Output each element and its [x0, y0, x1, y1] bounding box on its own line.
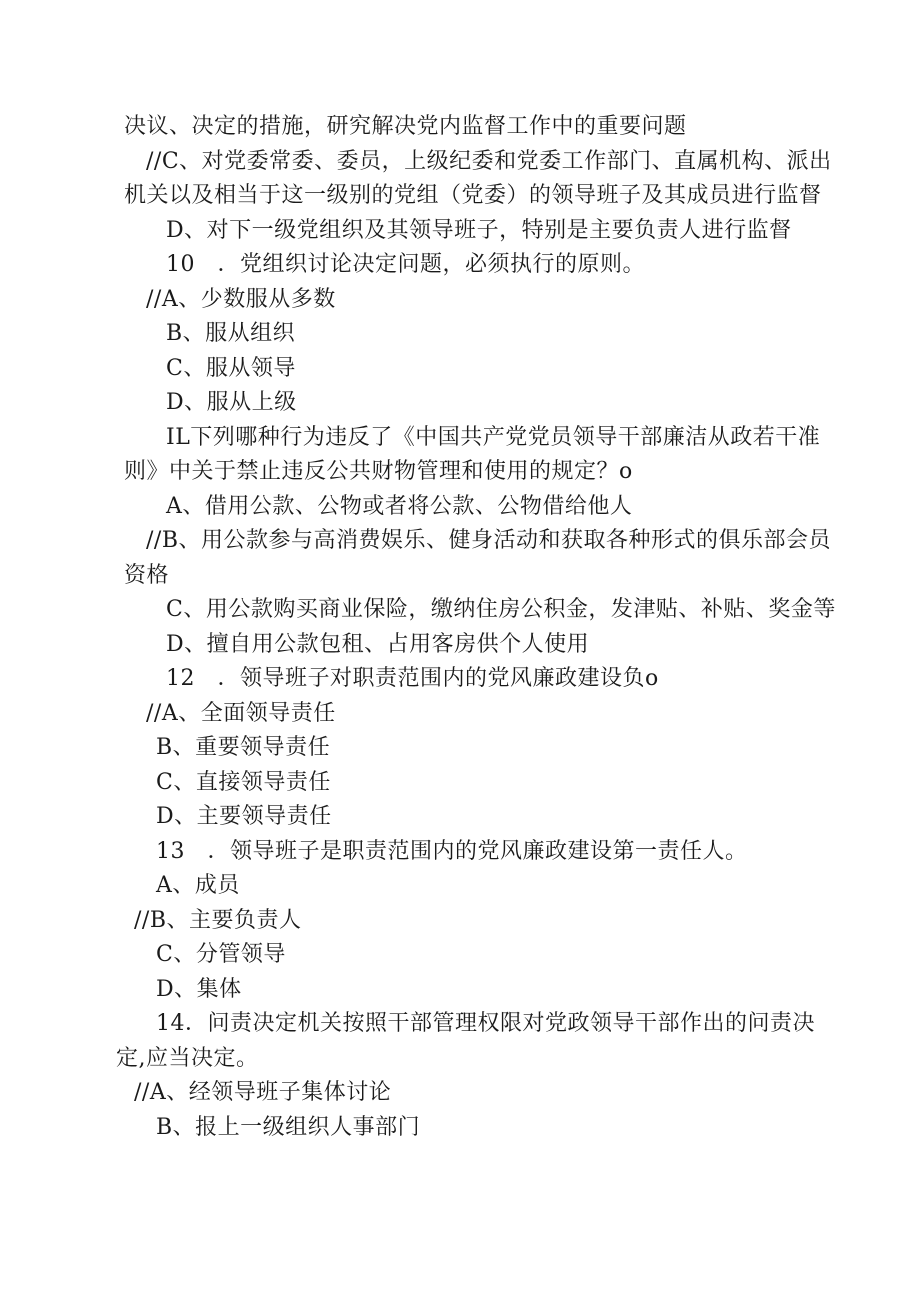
- option-line: D、对下一级党组织及其领导班子，特别是主要负责人进行监督: [166, 218, 792, 243]
- option-line: B、服从组织: [166, 321, 296, 346]
- option-line: C、直接领导责任: [156, 770, 331, 795]
- question-line: 10 ．党组织讨论决定问题，必须执行的原则。: [166, 252, 645, 277]
- question-line: 14．问责决定机关按照干部管理权限对党政领导干部作出的问责决: [156, 1011, 815, 1036]
- text-line: 决议、决定的措施，研究解决党内监督工作中的重要问题: [124, 114, 687, 139]
- option-line: C、用公款购买商业保险，缴纳住房公积金，发津贴、补贴、奖金等: [166, 597, 836, 622]
- option-line: D、擅自用公款包租、占用客房供个人使用: [166, 632, 590, 657]
- option-line: D、服从上级: [166, 390, 297, 415]
- text-line: 定,应当决定。: [116, 1046, 259, 1071]
- option-line: D、集体: [156, 977, 242, 1002]
- option-line: C、服从领导: [166, 356, 296, 381]
- option-line: A、成员: [156, 873, 240, 898]
- answer-marked-line: //A、经领导班子集体讨论: [134, 1080, 392, 1105]
- question-line: 12 ．领导班子对职责范围内的党风廉政建设负o: [166, 666, 659, 691]
- option-line: A、借用公款、公物或者将公款、公物借给他人: [166, 494, 633, 519]
- option-line: B、报上一级组织人事部门: [156, 1115, 421, 1140]
- answer-marked-line: //B、主要负责人: [134, 908, 302, 933]
- question-line: IL下列哪种行为违反了《中国共产党党员领导干部廉洁从政若干准: [166, 425, 821, 450]
- text-line: 机关以及相当于这一级别的党组（党委）的领导班子及其成员进行监督: [124, 183, 822, 208]
- answer-marked-line: //C、对党委常委、委员，上级纪委和党委工作部门、直属机构、派出: [146, 149, 832, 174]
- text-line: 则》中关于禁止违反公共财物管理和使用的规定？o: [124, 459, 633, 484]
- answer-marked-line: //B、用公款参与高消费娱乐、健身活动和获取各种形式的俱乐部会员: [146, 528, 831, 553]
- option-line: C、分管领导: [156, 942, 286, 967]
- option-line: B、重要领导责任: [156, 735, 331, 760]
- text-line: 资格: [124, 563, 170, 588]
- answer-marked-line: //A、全面领导责任: [146, 701, 336, 726]
- answer-marked-line: //A、少数服从多数: [146, 287, 336, 312]
- option-line: D、主要领导责任: [156, 804, 332, 829]
- question-line: 13 ．领导班子是职责范围内的党风廉政建设第一责任人。: [156, 839, 748, 864]
